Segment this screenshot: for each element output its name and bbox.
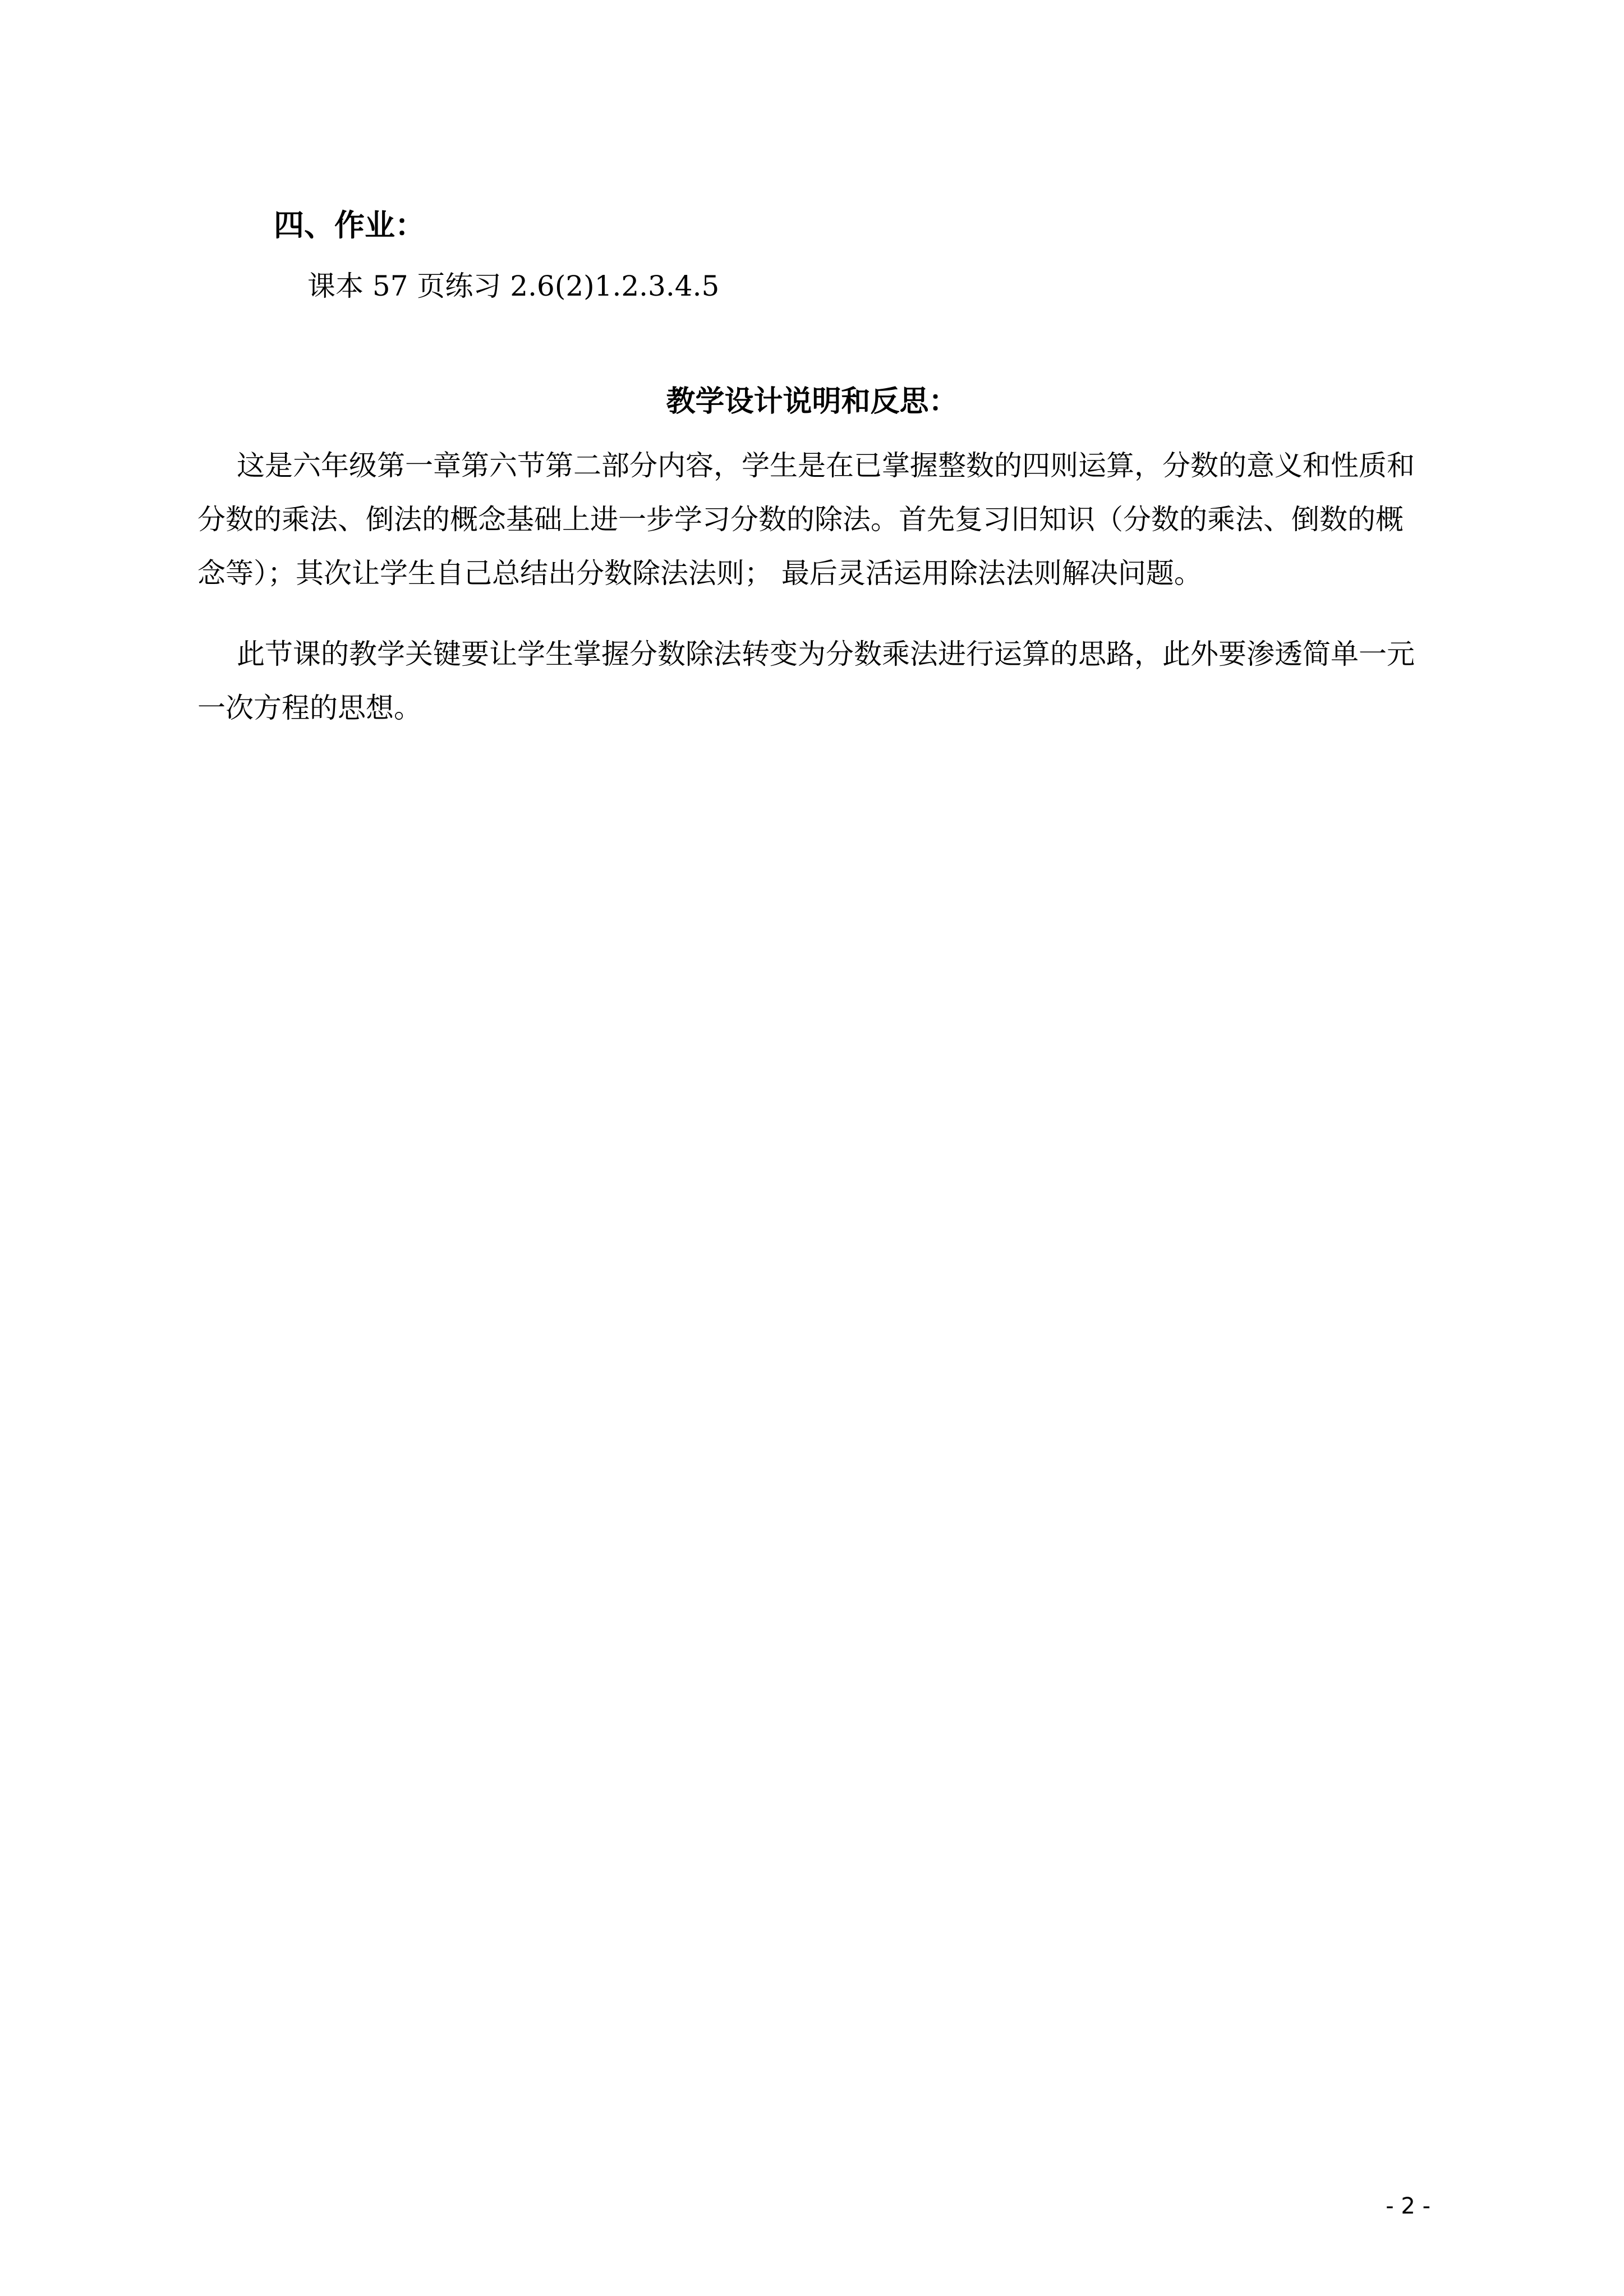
design-paragraph-1 [197,439,1454,600]
page-number: - 2 - [1386,2193,1430,2219]
homework-assignment: 课本 57 页练习 2.6(2)1.2.3.4.5 [307,270,720,302]
design-notes-title: 教学设计说明和反思： [666,384,958,418]
design-paragraph-2 [197,627,1454,735]
paragraph-line: 此节课的教学关键要让学生掌握分数除法转变为分数乘法进行运算的思路，此外要渗透简单一元 [237,638,1415,670]
paragraph-line: 一次方程的思想。 [197,692,422,724]
paragraph-line: 这是六年级第一章第六节第二部分内容，学生是在已掌握整数的四则运算，分数的意义和性质和 [237,449,1415,482]
section-heading-homework: 四、作业： [274,207,425,243]
paragraph-line: 分数的乘法、倒法的概念基础上进一步学习分数的除法。首先复习旧知识（分数的乘法、倒数的概 [197,503,1404,536]
paragraph-line: 念等）；其次让学生自己总结出分数除法法则； 最后灵活运用除法法则解决问题。 [197,557,1202,590]
